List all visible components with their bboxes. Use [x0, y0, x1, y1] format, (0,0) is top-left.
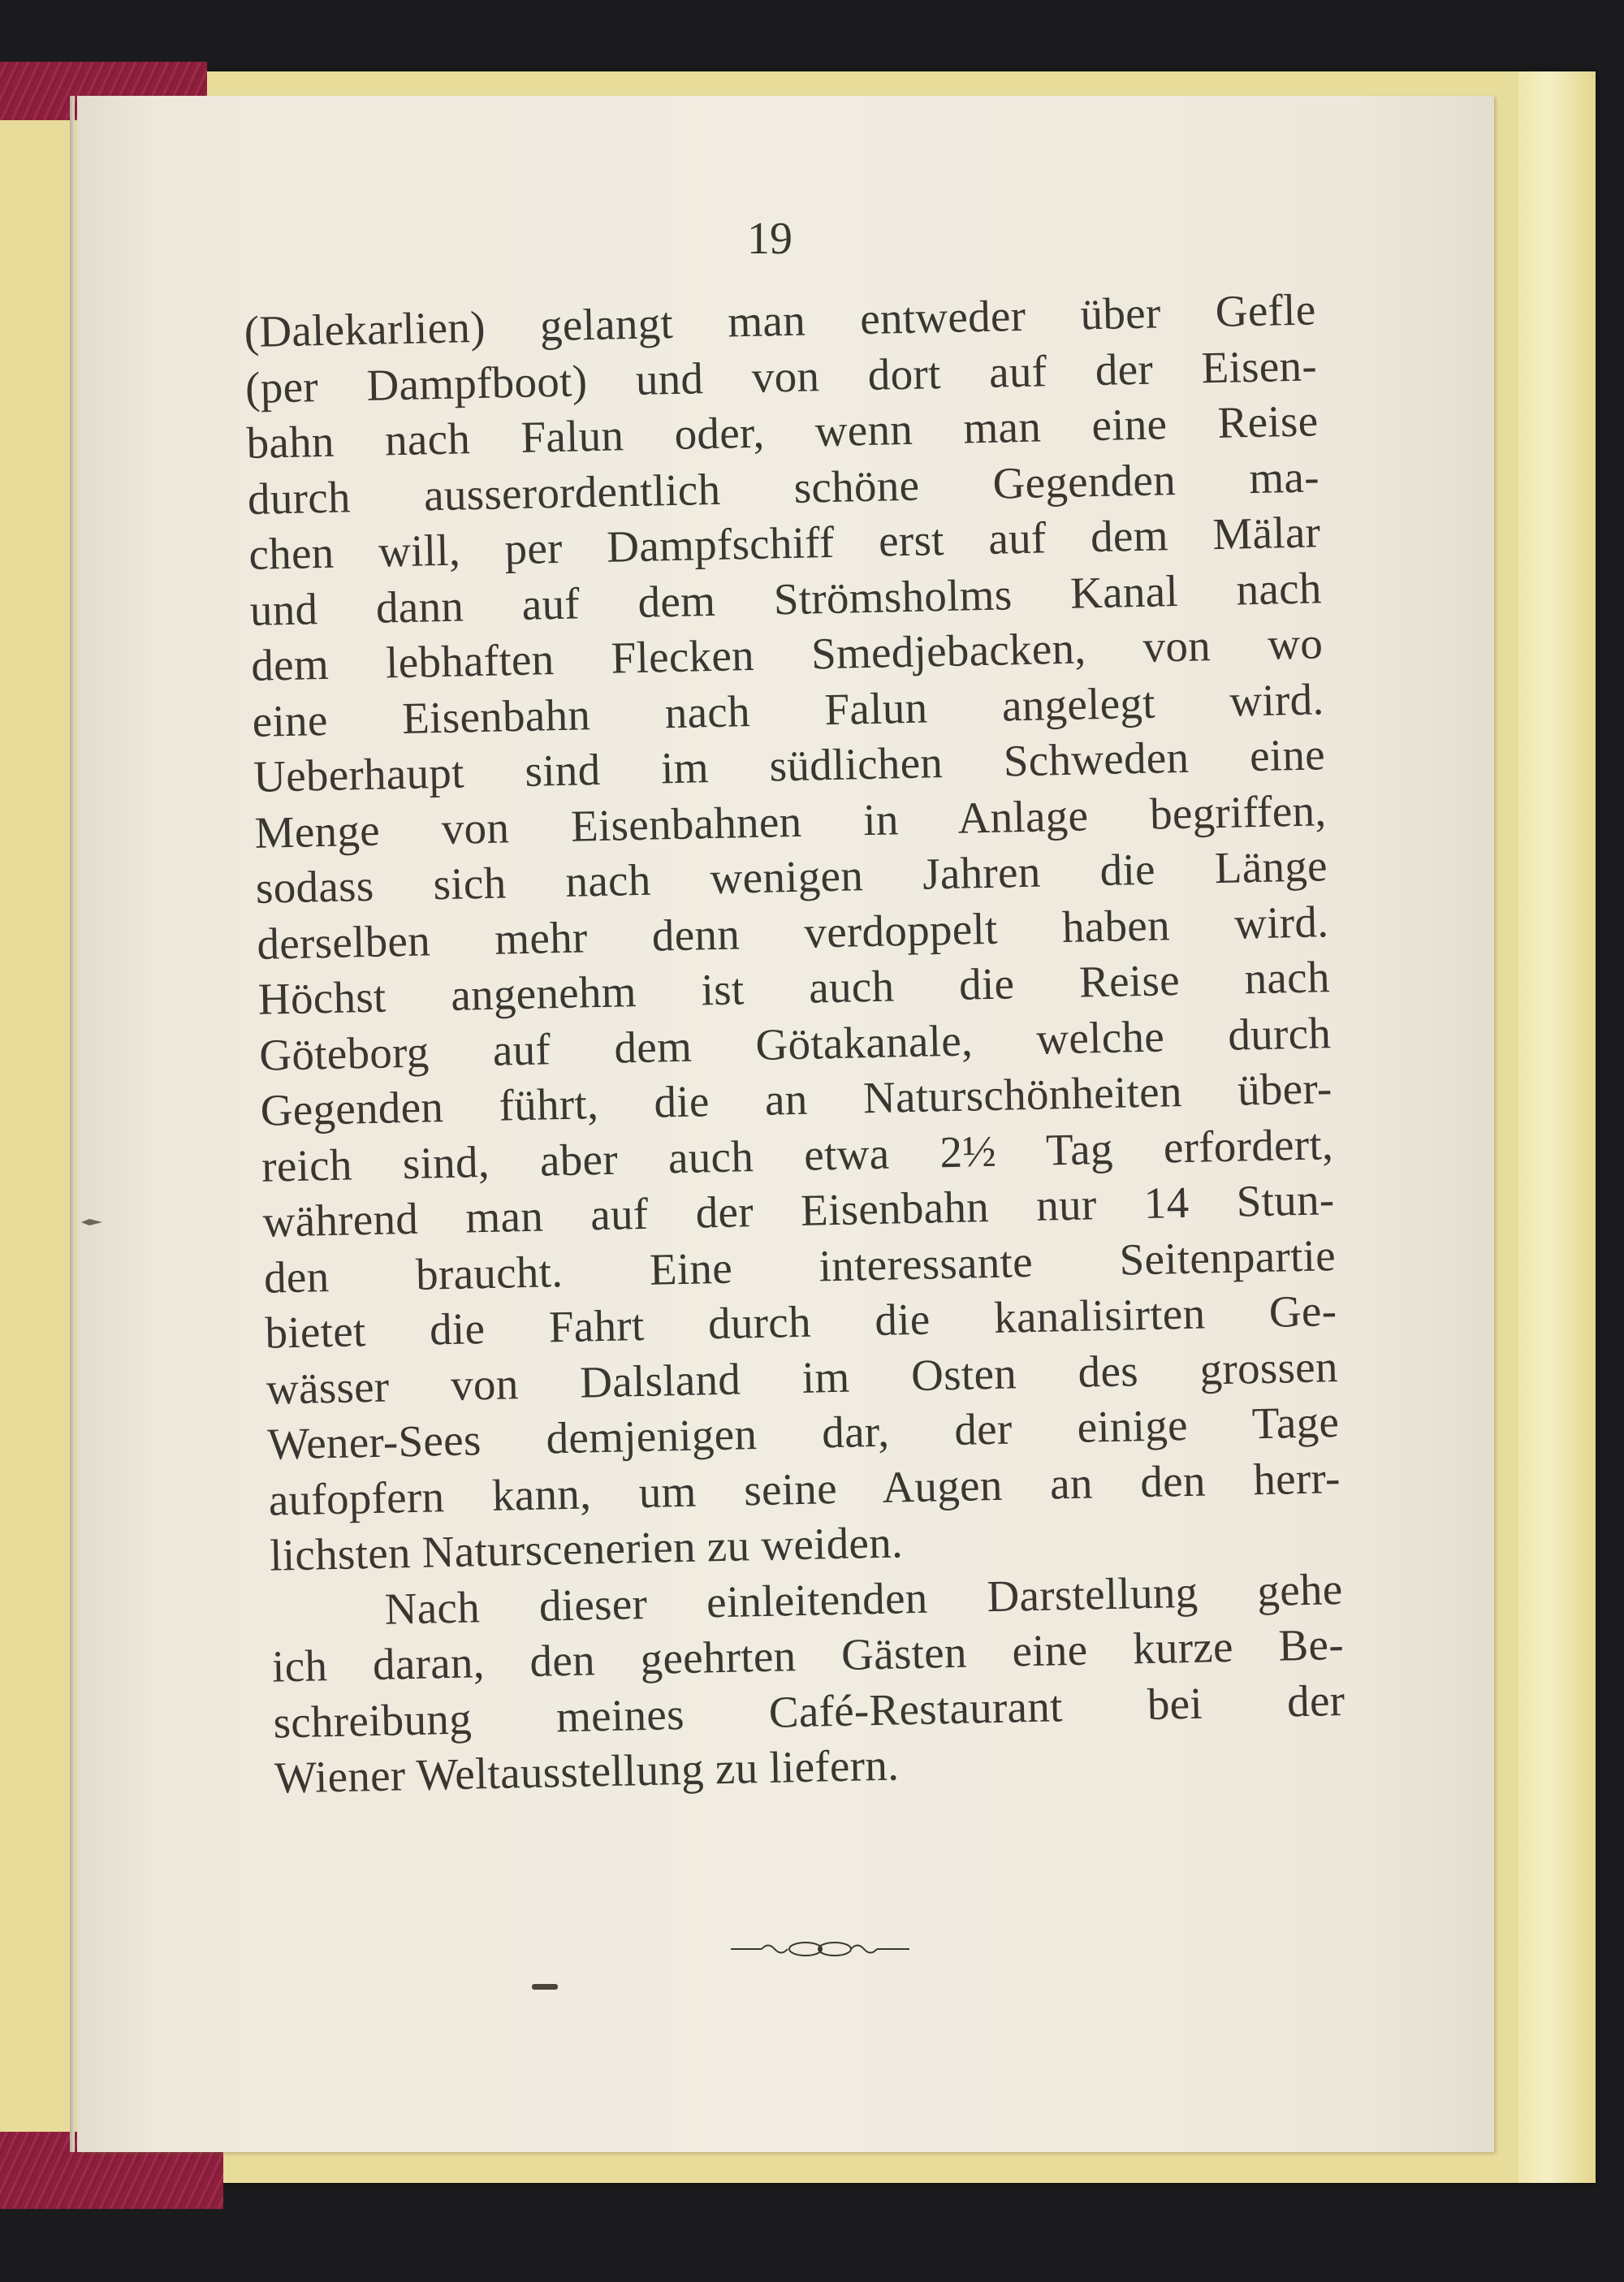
text-line: Menge von Eisenbahnen in Anlage begriffen, [253, 784, 1327, 858]
text-line: Göteborg auf dem Götakanale, welche durch [258, 1007, 1332, 1080]
text-line: sodass sich nach wenigen Jahren die Länge [255, 841, 1328, 913]
text-line: chen will, per Dampfschiff erst auf dem Mälar [248, 507, 1321, 579]
text-line: lichsten Naturscenerien zu weiden. [269, 1517, 904, 1580]
stray-ink-mark [532, 1984, 558, 1990]
page-number: 19 [747, 214, 793, 264]
text-line: bietet die Fahrt durch die kanalisirten Ge- [264, 1286, 1337, 1358]
text-line: Höchst angenehm ist auch die Reise nach [257, 952, 1331, 1024]
text-line: (Dalekarlien) gelangt man entweder über Gefle [244, 284, 1317, 357]
text-line: derselben mehr denn verdoppelt haben wird. [256, 896, 1329, 969]
body-text [244, 281, 1395, 1806]
text-line: Wiener Weltausstellung zu liefern. [274, 1740, 900, 1803]
text-line: eine Eisenbahn nach Falun angelegt wird. [252, 673, 1325, 746]
text-line: Ueberhaupt sind im südlichen Schweden eine [253, 729, 1326, 802]
page-gutter [70, 96, 75, 2152]
text-line: durch ausserordentlich schöne Gegenden ma- [247, 451, 1320, 524]
text-line: wässer von Dalsland im Osten des grossen [266, 1341, 1339, 1414]
text-line: ich daran, den geehrten Gästen eine kurze Be- [271, 1619, 1345, 1692]
text-line: Wener-Sees demjenigen dar, der einige Tage [266, 1397, 1340, 1469]
text-line: dem lebhaften Flecken Smedjebacken, von wo [250, 618, 1324, 690]
text-line: während man auf der Eisenbahn nur 14 Stun- [262, 1174, 1336, 1247]
text-line: Gegenden führt, die an Naturschönheiten über- [260, 1063, 1333, 1135]
text-line: Nach dieser einleitenden Darstellung gehe [384, 1563, 1344, 1634]
text-line: den braucht. Eine interessante Seitenpartie [263, 1230, 1337, 1303]
scroll-ornament-icon [731, 1933, 909, 1965]
text-line: und dann auf dem Strömsholms Kanal nach [249, 562, 1323, 635]
text-line: reich sind, aber auch etwa 2½ Tag erfordert, [261, 1118, 1334, 1191]
text-line: aufopfern kann, um seine Augen an den herr- [268, 1452, 1341, 1525]
text-line: bahn nach Falun oder, wenn man eine Reise [245, 395, 1319, 468]
text-line: (per Dampfboot) und von dort auf der Eisen- [244, 339, 1318, 413]
margin-mark-icon [81, 1218, 102, 1226]
text-line: schreibung meines Café-Restaurant bei der [272, 1675, 1345, 1748]
cover-board-edge [1518, 71, 1596, 2183]
